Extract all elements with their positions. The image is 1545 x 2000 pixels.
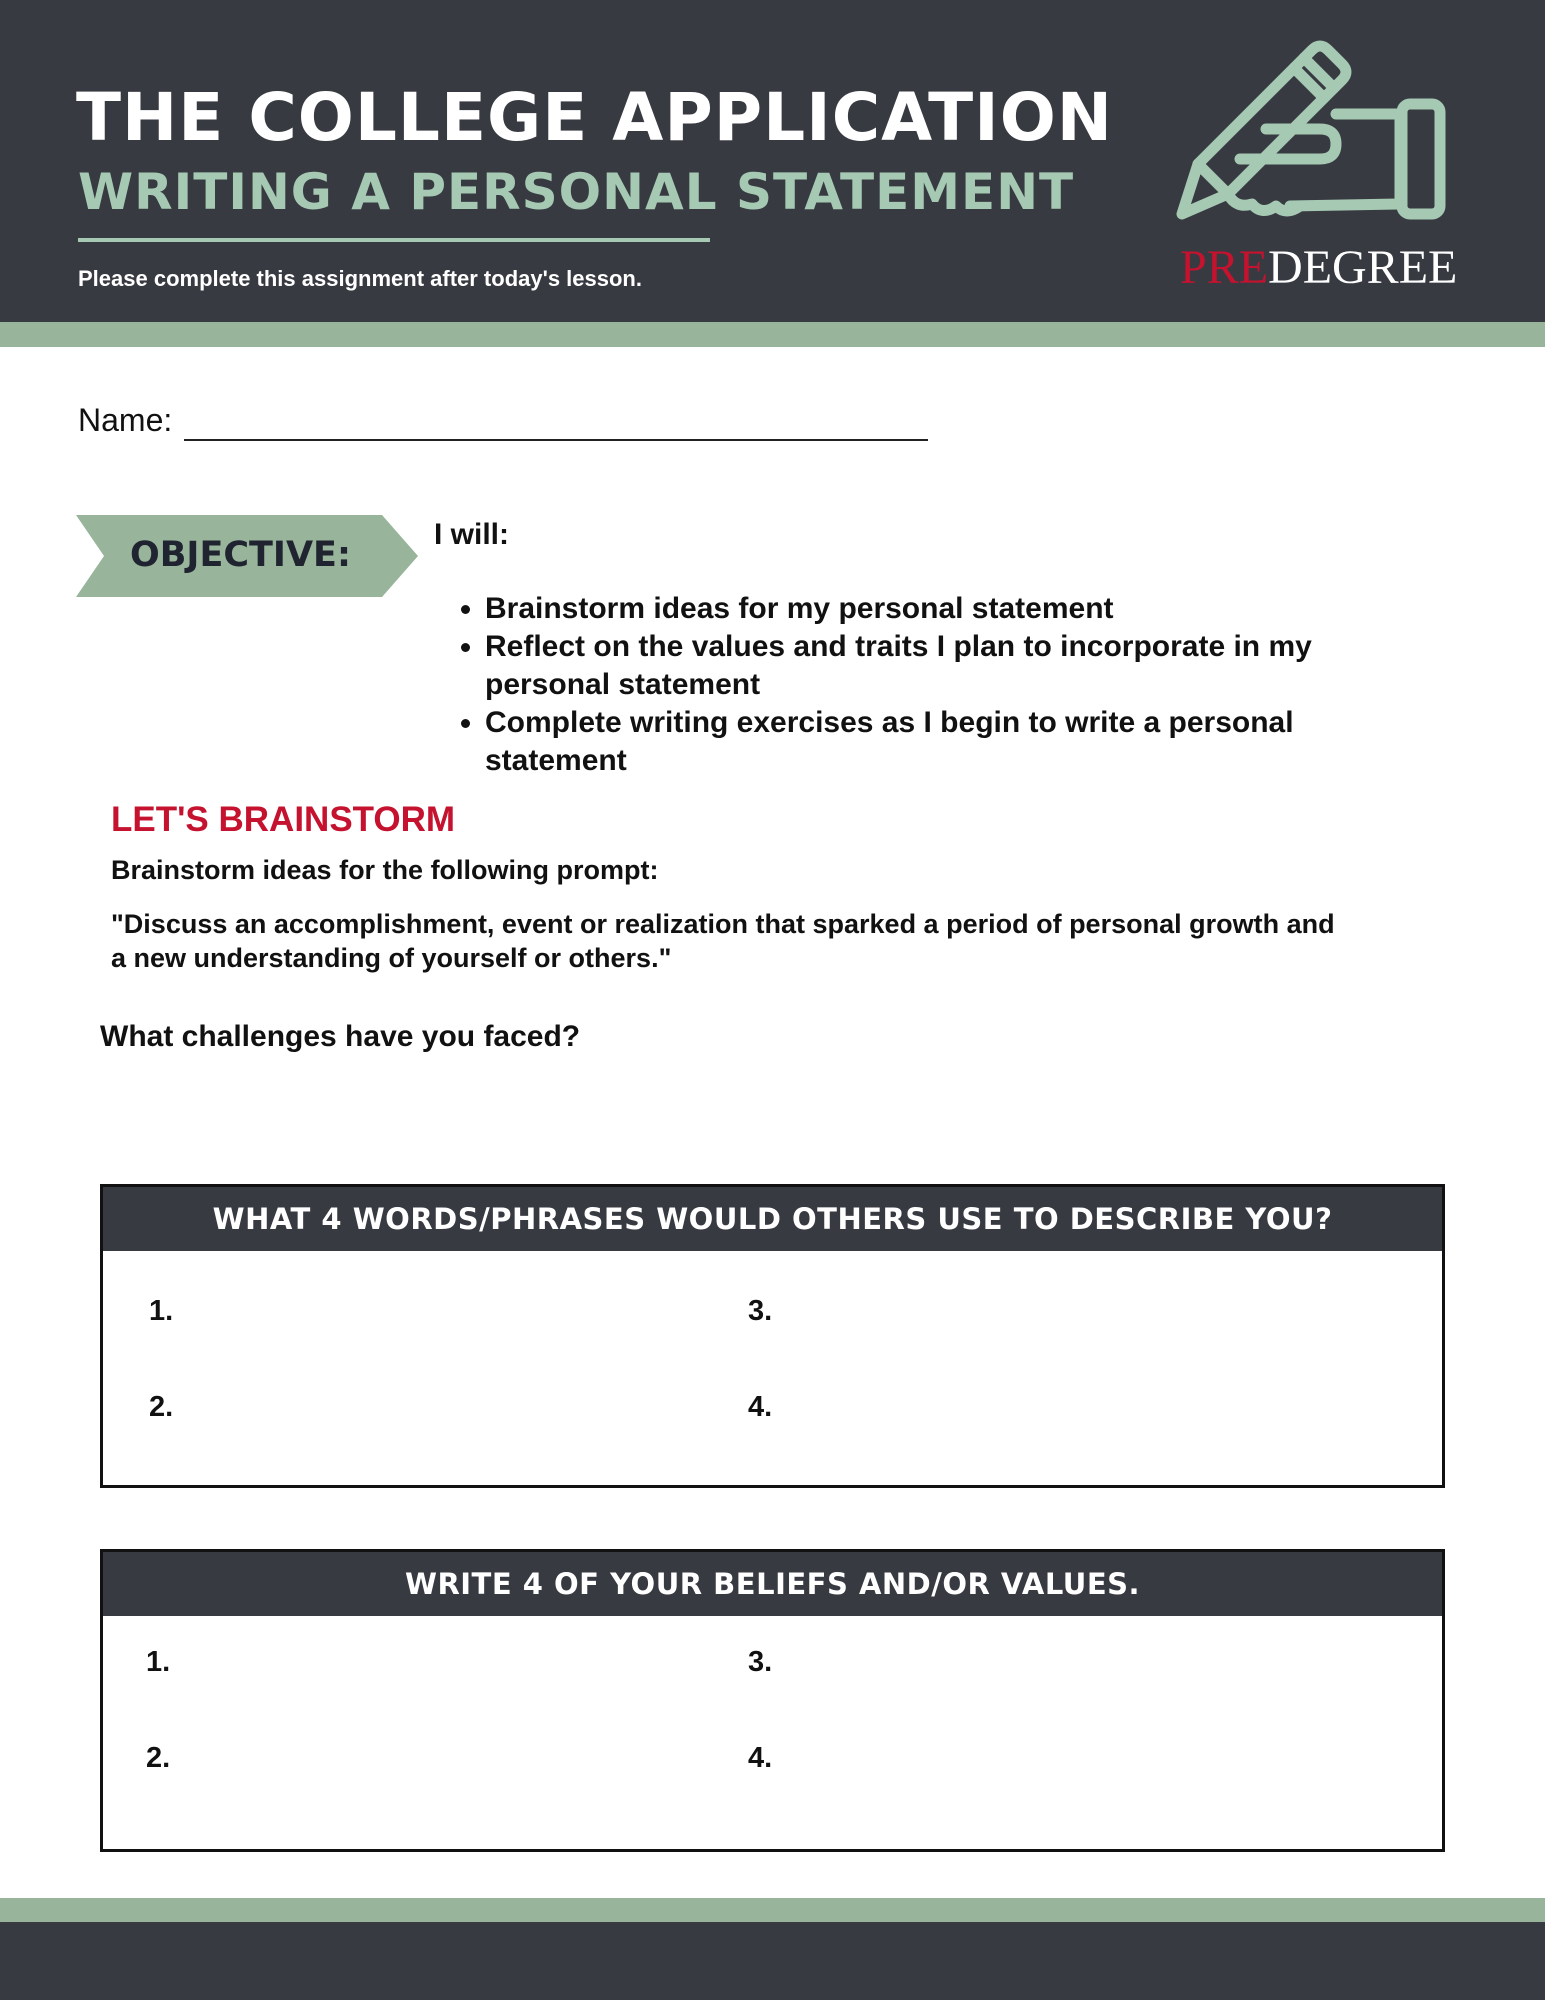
beliefs-values-box <box>100 1549 1445 1852</box>
brainstorm-intro: Brainstorm ideas for the following prompt: <box>111 855 659 885</box>
footer-banner <box>0 1922 1545 2000</box>
answer-number: 4. <box>748 1391 773 1423</box>
answer-number: 3. <box>748 1646 773 1678</box>
objective-lead: I will: <box>434 518 509 551</box>
answer-number: 2. <box>146 1742 171 1774</box>
brand-degree: DEGREE <box>1268 241 1458 294</box>
brainstorm-heading: LET'S BRAINSTORM <box>111 800 456 839</box>
answer-number: 3. <box>748 1295 773 1327</box>
beliefs-values-body[interactable] <box>103 1616 1442 1849</box>
answer-number: 2. <box>149 1391 174 1423</box>
answer-number: 4. <box>748 1742 773 1774</box>
describe-words-body[interactable] <box>103 1251 1442 1485</box>
footer-stripe <box>0 1898 1545 1922</box>
title-divider <box>78 238 710 242</box>
challenges-question: What challenges have you faced? <box>100 1020 581 1053</box>
instructions-text: Please complete this assignment after today's lesson. <box>78 266 642 291</box>
objective-label: OBJECTIVE: <box>130 535 351 575</box>
list-item: • Brainstorm ideas for my personal statement <box>485 590 1435 628</box>
list-item: • Complete writing exercises as I begin to write a personal statement <box>485 704 1435 780</box>
answer-number: 1. <box>149 1295 174 1327</box>
page-subtitle: WRITING A PERSONAL STATEMENT <box>78 163 1075 221</box>
brand-wordmark <box>1180 242 1457 294</box>
brainstorm-prompt: "Discuss an accomplishment, event or realization that sparked a period of personal growth and a new understanding of yourself or others." <box>111 909 1335 973</box>
beliefs-values-heading: WRITE 4 OF YOUR BELIEFS AND/OR VALUES. <box>103 1552 1442 1616</box>
header-stripe <box>0 322 1545 347</box>
objective-list <box>452 590 1435 780</box>
brand-pre: PRE <box>1180 241 1269 294</box>
describe-words-box <box>100 1184 1445 1488</box>
name-input-line[interactable] <box>184 439 928 441</box>
describe-words-heading: WHAT 4 WORDS/PHRASES WOULD OTHERS USE TO DESCRIBE YOU? <box>103 1187 1442 1251</box>
name-label: Name: <box>78 402 173 438</box>
hand-writing-with-pencil-icon <box>1170 24 1470 224</box>
list-item: • Reflect on the values and traits I plan to incorporate in my personal statement <box>485 628 1435 704</box>
answer-number: 1. <box>146 1646 171 1678</box>
page-title: THE COLLEGE APPLICATION <box>76 79 1114 156</box>
